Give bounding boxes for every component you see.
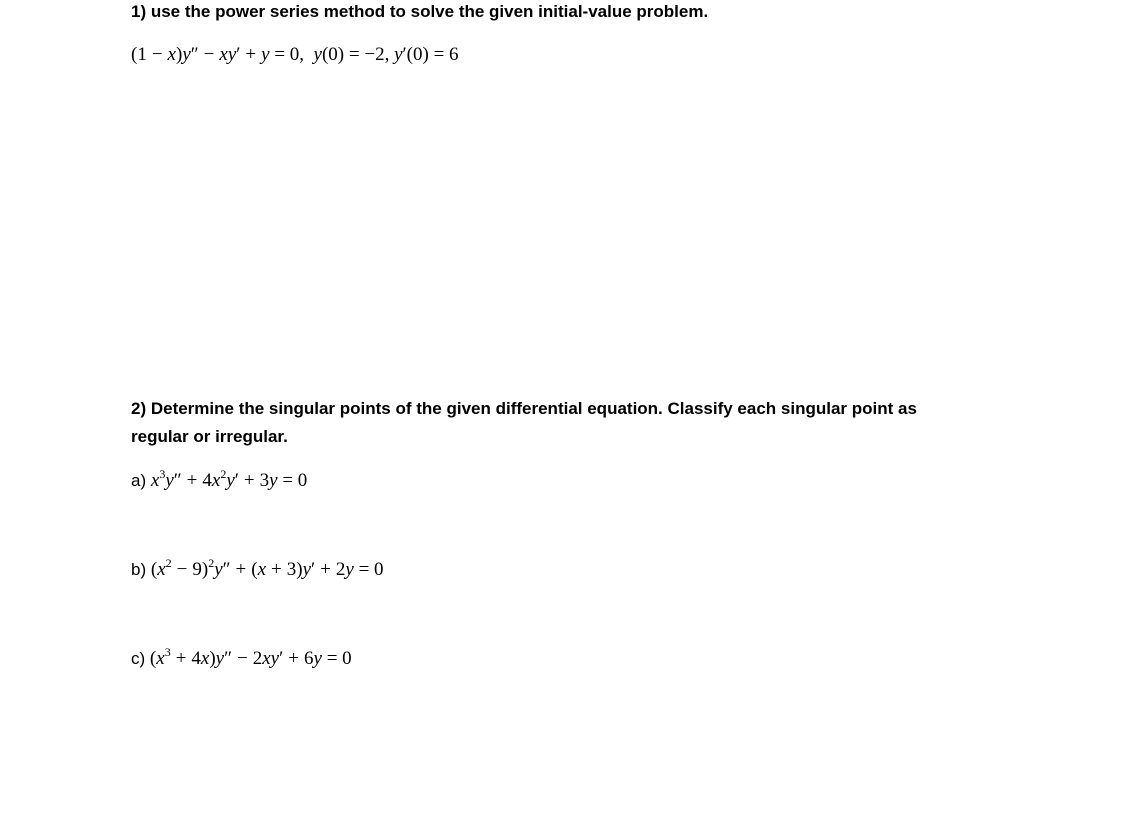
- problem-2-heading-line-2: regular or irregular.: [131, 427, 288, 446]
- problem-1-equation: (1 − x)y″ − xy′ + y = 0, y(0) = −2, y′(0) = 6: [131, 44, 459, 65]
- part-a-label: a): [131, 471, 147, 490]
- problem-2-heading-line-1: 2) Determine the singular points of the given differential equation. Classify each singular point as: [131, 399, 917, 418]
- problem-1-heading: 1) use the power series method to solve the given initial-value problem.: [131, 2, 709, 21]
- part-c-label: c): [131, 649, 146, 668]
- part-b-label: b): [131, 560, 147, 579]
- problem-2a-equation: a) $x^3y'' + 4x^2y' + 3y = 0$: [131, 467, 308, 491]
- problem-2b-equation: b) $(x^2 - 9)^2y'' + (x + 3)y' + 2y = 0$: [131, 556, 384, 580]
- problem-2c-equation: c) $(x^3 + 4x)y'' - 2xy' + 6y = 0$: [131, 645, 352, 669]
